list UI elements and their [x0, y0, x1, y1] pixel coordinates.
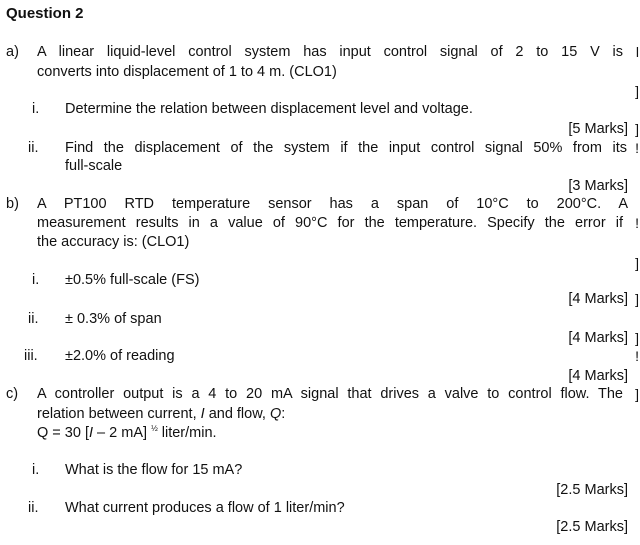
part-c-line2-mid: and flow, — [208, 406, 266, 422]
part-b-item2-edge: ] — [635, 330, 639, 346]
part-a-item1-marks: [5 Marks] — [568, 121, 628, 137]
part-b-line1: A PT100 RTD temperature sensor has a span of 10°C to 200°C. A — [37, 196, 628, 212]
part-c-item1-marks: [2.5 Marks] — [556, 482, 628, 498]
equation-prefix: Q = 30 [ — [37, 425, 89, 441]
part-b-item2-text: ± 0.3% of span — [65, 311, 162, 327]
part-b-item1-number: i. — [32, 272, 40, 288]
part-a-item1-edge: ] — [635, 121, 639, 137]
part-b-item3-marks: [4 Marks] — [568, 368, 628, 384]
part-b-edge2: ! — [635, 215, 639, 231]
part-c-item2-marks: [2.5 Marks] — [556, 519, 628, 535]
part-c-item1-text: What is the flow for 15 mA? — [65, 462, 243, 478]
part-c-item2-text: What current produces a flow of 1 liter/min? — [65, 500, 345, 516]
part-b-item3-text: ±2.0% of reading — [65, 348, 175, 364]
part-c-label: c) — [6, 386, 19, 402]
part-b-edge3: ] — [635, 255, 639, 271]
part-a-line2: converts into displacement of 1 to 4 m. (CLO1) — [37, 64, 337, 80]
equation-unit: liter/min. — [161, 425, 217, 441]
part-c-line2 — [37, 406, 285, 423]
part-a-item2-line2: full-scale — [65, 158, 123, 174]
part-a-line1: A linear liquid-level control system has input control signal of 2 to 15 V is — [37, 44, 623, 60]
current-variable: I — [200, 406, 205, 422]
part-a-item1-number: i. — [32, 101, 40, 117]
part-b-label: b) — [6, 196, 19, 212]
equation-current-variable: I — [89, 425, 94, 441]
part-a-item2-number: ii. — [28, 140, 39, 156]
part-b-item3-number: iii. — [24, 348, 38, 364]
flow-equation — [37, 425, 217, 442]
part-a-item2-line1: Find the displacement of the system if the input control signal 50% from its — [65, 140, 627, 156]
part-b-line3: the accuracy is: (CLO1) — [37, 234, 190, 250]
equation-exponent: ½ — [151, 424, 158, 433]
part-a-item1-text: Determine the relation between displacement level and voltage. — [65, 101, 473, 117]
part-c-edge1: ] — [635, 386, 639, 402]
part-c-line1: A controller output is a 4 to 20 mA signal that drives a valve to control flow. The — [37, 386, 623, 402]
part-a-item2-marks: [3 Marks] — [568, 178, 628, 194]
part-b-item1-marks: [4 Marks] — [568, 291, 628, 307]
part-c-line2-pre: relation between current, — [37, 406, 197, 422]
part-b-item3-edge: ! — [635, 348, 639, 364]
part-b-item2-marks: [4 Marks] — [568, 330, 628, 346]
part-c-line2-post: : — [281, 406, 286, 422]
part-b-item1-text: ±0.5% full-scale (FS) — [65, 272, 200, 288]
part-a-item2-edge: ! — [635, 140, 639, 156]
question-title: Question 2 — [6, 5, 84, 22]
flow-variable: Q — [269, 406, 282, 422]
part-b-line2: measurement results in a value of 90°C for the temperature. Specify the error if — [37, 215, 623, 231]
part-c-item2-number: ii. — [28, 500, 39, 516]
equation-suffix: – 2 mA] — [93, 425, 148, 441]
part-b-item2-number: ii. — [28, 311, 39, 327]
part-c-item1-number: i. — [32, 462, 40, 478]
part-a-edge1: l — [635, 44, 639, 60]
part-a-edge2: ] — [635, 83, 639, 99]
part-b-item1-edge: ] — [635, 291, 639, 307]
part-a-label: a) — [6, 44, 19, 60]
